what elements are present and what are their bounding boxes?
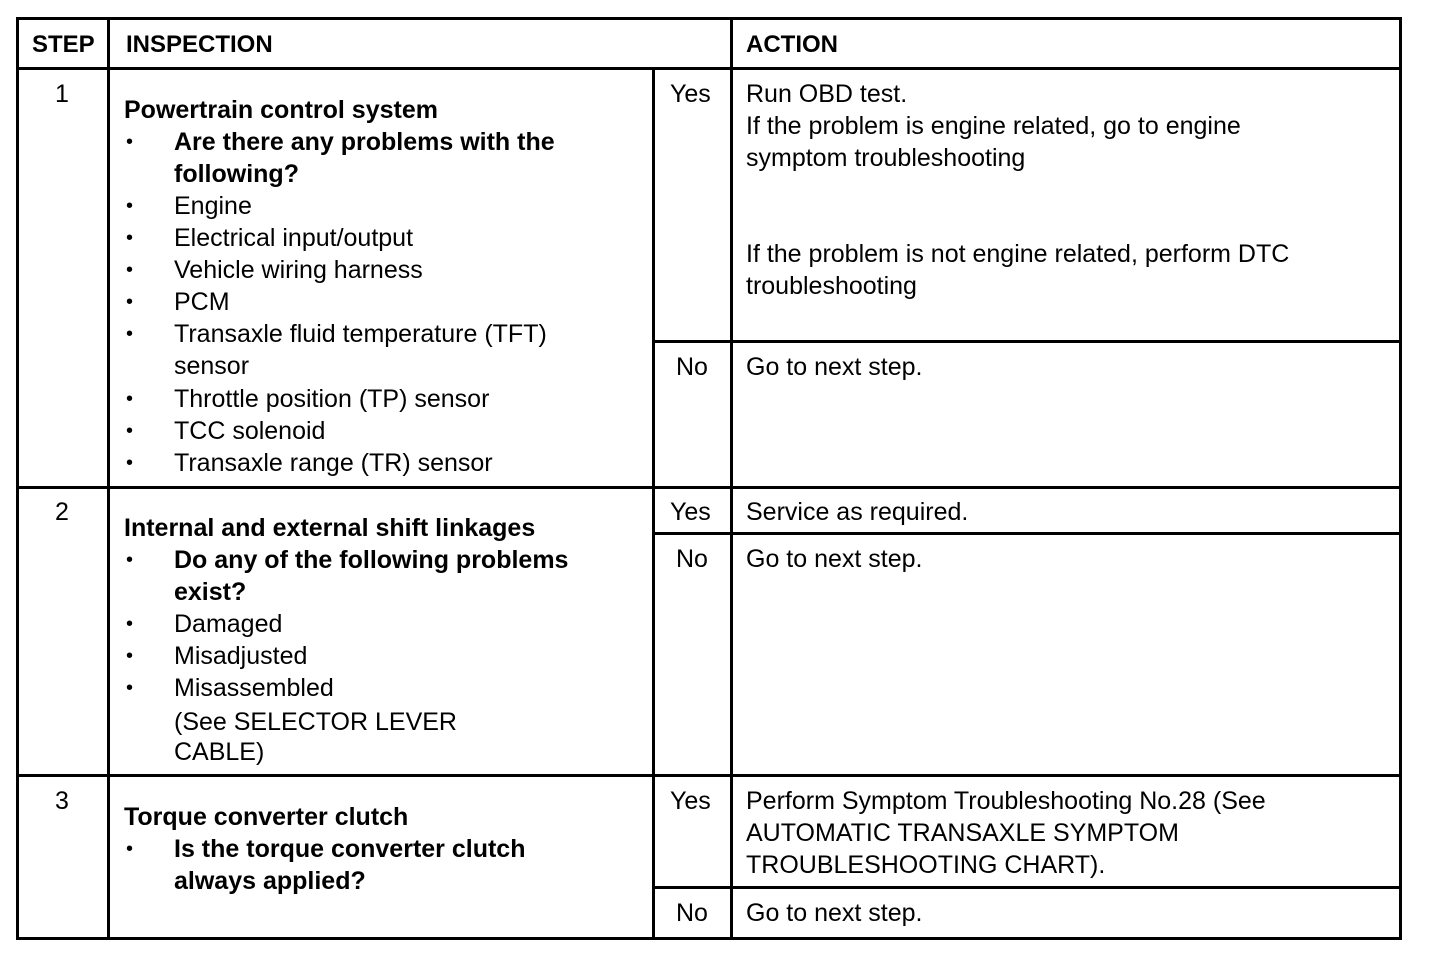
inspection-question: following? xyxy=(174,160,299,188)
bullet-icon: • xyxy=(126,420,134,442)
step-number: 2 xyxy=(55,498,69,526)
yes-label: Yes xyxy=(670,80,711,108)
list-item: Misassembled xyxy=(174,674,334,702)
list-item: Engine xyxy=(174,192,252,220)
action-text: If the problem is engine related, go to engine xyxy=(746,112,1241,140)
action-text: Go to next step. xyxy=(746,899,923,927)
yes-no-divider xyxy=(652,340,1402,343)
step-number: 3 xyxy=(55,787,69,815)
inspection-question: Do any of the following problems xyxy=(174,546,569,574)
bullet-icon: • xyxy=(126,259,134,281)
column-divider xyxy=(107,17,110,940)
list-item: Transaxle range (TR) sensor xyxy=(174,449,493,477)
list-item: Damaged xyxy=(174,610,283,638)
reference-note: (See SELECTOR LEVER xyxy=(174,708,457,736)
no-label: No xyxy=(676,899,708,927)
inspection-question: exist? xyxy=(174,578,247,606)
action-text: AUTOMATIC TRANSAXLE SYMPTOM xyxy=(746,819,1179,847)
inspection-question: Is the torque converter clutch xyxy=(174,835,526,863)
inspection-title: Internal and external shift linkages xyxy=(124,514,536,542)
list-item: Throttle position (TP) sensor xyxy=(174,385,490,413)
bullet-icon: • xyxy=(126,323,134,345)
inspection-question: always applied? xyxy=(174,867,366,895)
list-item: Vehicle wiring harness xyxy=(174,256,423,284)
no-label: No xyxy=(676,545,708,573)
column-divider xyxy=(730,17,733,940)
action-text: Perform Symptom Troubleshooting No.28 (See xyxy=(746,787,1266,815)
header-inspection: INSPECTION xyxy=(126,31,273,58)
action-text: Go to next step. xyxy=(746,545,923,573)
row-divider xyxy=(16,774,1402,777)
bullet-icon: • xyxy=(126,645,134,667)
list-item: sensor xyxy=(174,352,250,380)
row-divider xyxy=(16,486,1402,489)
list-item: Misadjusted xyxy=(174,642,308,670)
column-divider xyxy=(652,67,655,940)
bullet-icon: • xyxy=(126,549,134,571)
reference-note: CABLE) xyxy=(174,738,265,766)
step-number: 1 xyxy=(55,80,69,108)
bullet-icon: • xyxy=(126,195,134,217)
bullet-icon: • xyxy=(126,677,134,699)
list-item: Transaxle fluid temperature (TFT) xyxy=(174,320,547,348)
action-text: TROUBLESHOOTING CHART). xyxy=(746,851,1106,879)
list-item: TCC solenoid xyxy=(174,417,326,445)
bullet-icon: • xyxy=(126,388,134,410)
inspection-question: Are there any problems with the xyxy=(174,128,555,156)
action-text: Go to next step. xyxy=(746,353,923,381)
yes-label: Yes xyxy=(670,787,711,815)
inspection-title: Powertrain control system xyxy=(124,96,438,124)
inspection-title: Torque converter clutch xyxy=(124,803,409,831)
no-label: No xyxy=(676,353,708,381)
header-step: STEP xyxy=(32,31,95,58)
action-text: Run OBD test. xyxy=(746,80,908,108)
action-text: symptom troubleshooting xyxy=(746,144,1026,172)
header-action: ACTION xyxy=(746,31,838,58)
action-text: If the problem is not engine related, perform DTC xyxy=(746,240,1290,268)
list-item: Electrical input/output xyxy=(174,224,414,252)
bullet-icon: • xyxy=(126,452,134,474)
action-text: Service as required. xyxy=(746,498,969,526)
header-divider xyxy=(16,67,1402,70)
bullet-icon: • xyxy=(126,613,134,635)
yes-no-divider xyxy=(652,532,1402,535)
bullet-icon: • xyxy=(126,227,134,249)
bullet-icon: • xyxy=(126,291,134,313)
yes-label: Yes xyxy=(670,498,711,526)
bullet-icon: • xyxy=(126,131,134,153)
list-item: PCM xyxy=(174,288,230,316)
bullet-icon: • xyxy=(126,838,134,860)
action-text: troubleshooting xyxy=(746,272,917,300)
yes-no-divider xyxy=(652,886,1402,889)
